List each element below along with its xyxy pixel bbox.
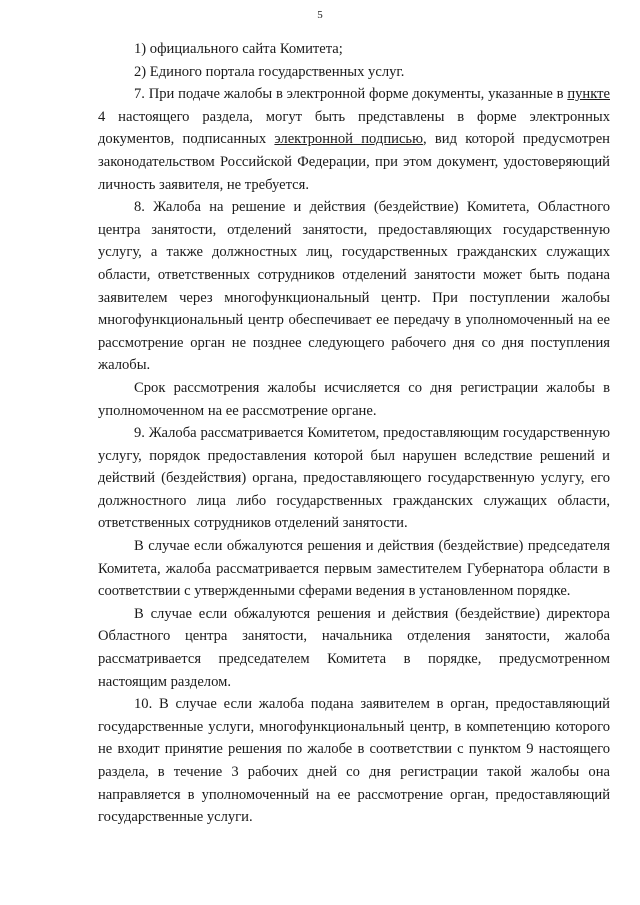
link-electronic-signature[interactable]: электронной подписью bbox=[274, 131, 423, 148]
paragraph-7-part-2: 4 настоящего раздела, могут быть представлены в форме электронных документов, подписанных bbox=[98, 108, 610, 148]
paragraph-7-part-1: 7. При подаче жалобы в электронной форме документы, указанные в bbox=[134, 86, 568, 103]
paragraph-8: 8. Жалоба на решение и действия (бездействие) Комитета, Областного центра занятости, отделений занятости, предоставляющих государственную услугу, а также должностных лиц, государственных гражданских служащих области, ответственных сотрудников отделений занятости может быть подана заявителем через многофункциональный центр. При поступлении жалобы многофункциональный центр обеспечивает ее передачу в уполномоченный на ее рассмотрение орган не позднее следующего рабочего дня со дня поступления жалобы. bbox=[98, 199, 610, 374]
paragraph-director-complaint: В случае если обжалуются решения и действия (бездействие) директора Областного центра занятости, начальника отделения занятости, жалоба рассматривается председателем Комитета в порядке, предусмотренном настоящим разделом. bbox=[98, 605, 610, 690]
paragraph-7-part-3: , вид которой предусмотрен законодательством Российской Федерации, при этом документ, удостоверяющий личность заявителя, не требуется. bbox=[98, 131, 610, 193]
paragraph-10: 10. В случае если жалоба подана заявителем в орган, предоставляющий государственные услуги, многофункциональный центр, в компетенцию которого не входит принятие решения по жалобе в соответствии с пунктом 9 настоящего раздела, в течение 3 рабочих дней со дня регистрации такой жалобы она направляется в уполномоченный на ее рассмотрение орган, предоставляющий государственные услуги. bbox=[98, 696, 610, 826]
document-body bbox=[98, 38, 610, 829]
page-number: 5 bbox=[317, 9, 323, 21]
link-punkt[interactable]: пункте bbox=[567, 86, 610, 103]
paragraph-7 bbox=[98, 83, 610, 196]
list-item-official-site: 1) официального сайта Комитета; bbox=[134, 41, 343, 57]
list-item-unified-portal: 2) Единого портала государственных услуг. bbox=[134, 63, 405, 80]
paragraph-9: 9. Жалоба рассматривается Комитетом, предоставляющим государственную услугу, порядок предоставления которой был нарушен вследствие решений и действий (бездействия) органа, предоставляющего государственную услугу, его должностного лица либо государственных гражданских служащих области, ответственных сотрудников отделений занятости. bbox=[98, 425, 610, 532]
paragraph-chairman-complaint: В случае если обжалуются решения и действия (бездействие) председателя Комитета, жалоба рассматривается первым заместителем Губернатора области в соответствии с утвержденными сферами ведения в установленном порядке. bbox=[98, 538, 610, 600]
paragraph-review-term: Срок рассмотрения жалобы исчисляется со дня регистрации жалобы в уполномоченном на ее рассмотрение органе. bbox=[98, 379, 610, 419]
